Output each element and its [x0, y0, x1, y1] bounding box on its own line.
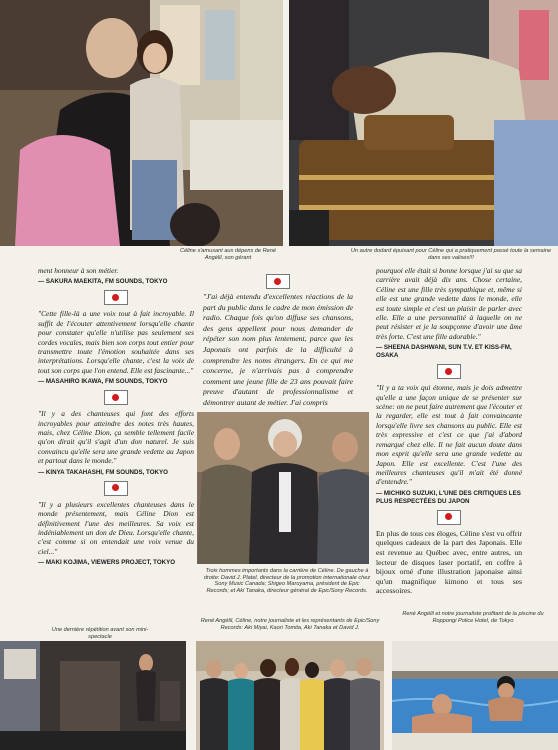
- center-column: [203, 292, 353, 409]
- caption-bottom-left: Une dernière répétition avant son mini-spectacle: [51, 627, 149, 640]
- quote-text: ment honneur à son métier.: [38, 266, 119, 275]
- quote-credit: — KINYA TAKAHASHI, FM SOUNDS, TOKYO: [38, 468, 168, 476]
- japan-flag-icon: [104, 290, 128, 305]
- quote-credit: — SAKURA MAEKITA, FM SOUNDS, TOKYO: [38, 278, 168, 286]
- japan-flag-icon: [437, 364, 461, 379]
- caption-bottom-middle: René Angélil, Céline, notre journaliste et les représentants de Epic/Sony Records: Aki Miyai, Kaori Tomita, Aki Tanaka et David J.: [200, 618, 380, 631]
- japan-flag-icon: [437, 510, 461, 525]
- photo-three-executives: [197, 412, 369, 564]
- left-column: [38, 266, 194, 571]
- quote-credit: — SHEENA DASHWANI, SUN T.V. ET KISS-FM, OSAKA: [376, 344, 512, 360]
- quote-text: "Il y a des chanteuses qui font des efforts incroyables pour atteindre des notes très hautes, mais, chez Céline Dion, ça semble tellement facile qu'on dirait qu'il s'agit d'un don naturel. Je suis convaincu qu'elle sera une grande vedette au Japon et partout dans le monde.": [38, 409, 194, 466]
- japan-flag-icon: [104, 390, 128, 405]
- photo-group-epic-sony: [196, 641, 384, 750]
- photo-pool: [392, 641, 558, 750]
- center-quote: "J'ai déjà entendu d'excellentes réactions de la part du public dans le cadre de mon émission de radio. Chaque fois qu'on diffuse ses chansons, des gens appellent pour nous demander de répéter son nom plus lentement, parce que les Japonais ont parfois de la difficulté à comprendre les noms étrangers. En ce qui me concerne, je n'arrivais pas à comprendre comment une jeune fille de 23 ans pouvait faire preuve d'autant de professionnalisme et démontrer autant de métier. J'ai compris: [203, 292, 353, 407]
- caption-center: Trois hommes importants dans la carrière de Céline. De gauche à droite: David J. Platel, directeur de la promotion internationale chez Sony Music Canada; Shigeo Maruyama, président de Epic Records; et Aki Tanaka, directeur général de Epic/Sony Records.: [203, 568, 371, 594]
- quote-text: pourquoi elle était si bonne lorsque j'ai su que sa carrière avait déjà dix ans. Chose certaine, Céline est une fille très sympathique et, même si elle est une grande vedette dans le monde, elle est toute simple et c'est un plaisir de parler avec elle. Elle a une personnalité à laquelle on ne peut résister et je la soupçonne d'avoir une âme très forte. C'est une fille adorable.": [376, 266, 522, 341]
- quote-credit: — MASAHIRO IKAWA, FM SOUNDS, TOKYO: [38, 378, 168, 386]
- right-column: [376, 266, 522, 596]
- quote-credit: — MAKI KOJIMA, VIEWERS PROJECT, TOKYO: [38, 559, 176, 567]
- photo-rehearsal: [0, 641, 186, 750]
- japan-flag-icon: [266, 274, 290, 289]
- caption-top-right: Un autre dodard épuisant pour Céline qui a pratiquement passé toute la semaine dans ses valises!!!: [350, 248, 552, 261]
- quote-text: "Cette fille-là a une voix tout à fait incroyable. Il suffit de l'écouter attentivement lorsqu'elle chante pour constater qu'elle n'utilise pas seulement ses cordes vocales, mais bien son corps tout entier pour transmettre toute l'émotion souhaitée dans ses interprétations. Lorsqu'elle chante, c'est la voix de tout son corps que l'on entend. Elle est fascinante...": [38, 309, 194, 375]
- quote-text: "Il y a ta voix qui étonne, mais je dois admettre qu'elle a une façon unique de se présenter sur scène: on ne peut faire autrement que l'écouter et la regarder, elle est tout à fait convaincante lorsqu'elle livre ses chansons au public. Elle est très expressive et c'est ce que j'ai d'abord remarqué chez elle. Il ne fait aucun doute dans mon esprit qu'elle sera une grande vedette au Japon. Elle est excellente. C'est l'une des meilleures chanteuses qu'il m'ait été donné d'entendre.": [376, 383, 522, 487]
- caption-top-left: Céline s'amusant aux dépens de René Angélil, son gérant: [180, 248, 276, 261]
- caption-bottom-right: René Angélil et notre journaliste profitant de la piscine du Roppongi Police Hotel, de Tokyo: [402, 611, 544, 624]
- quote-text: "Il y a plusieurs excellentes chanteuses dans le monde présentement, mais Céline Dion est définitivement l'une des meilleures. Sa voix est indéniablement un don de Dieu. Lorsqu'elle chante, c'est comme si on entendait une voix venue du ciel...": [38, 499, 194, 556]
- photo-celine-rene-store: [0, 0, 283, 246]
- quote-credit: — MICHIKO SUZUKI, L'UNE DES CRITIQUES LES PLUS RESPECTÉES DU JAPON: [376, 489, 521, 505]
- photo-celine-suitcases: [289, 0, 558, 246]
- article-body: En plus de tous ces éloges, Céline s'est vu offrir quelques cadeaux de la part des Japonais. Elle est revenue au Québec avec, entre autres, un lecteur de disques laser portatif, en coffre à bijoux orné d'une illustration japonaise ainsi qu'un magnifique kimono et tous ses accessoires.: [376, 528, 522, 596]
- japan-flag-icon: [104, 481, 128, 496]
